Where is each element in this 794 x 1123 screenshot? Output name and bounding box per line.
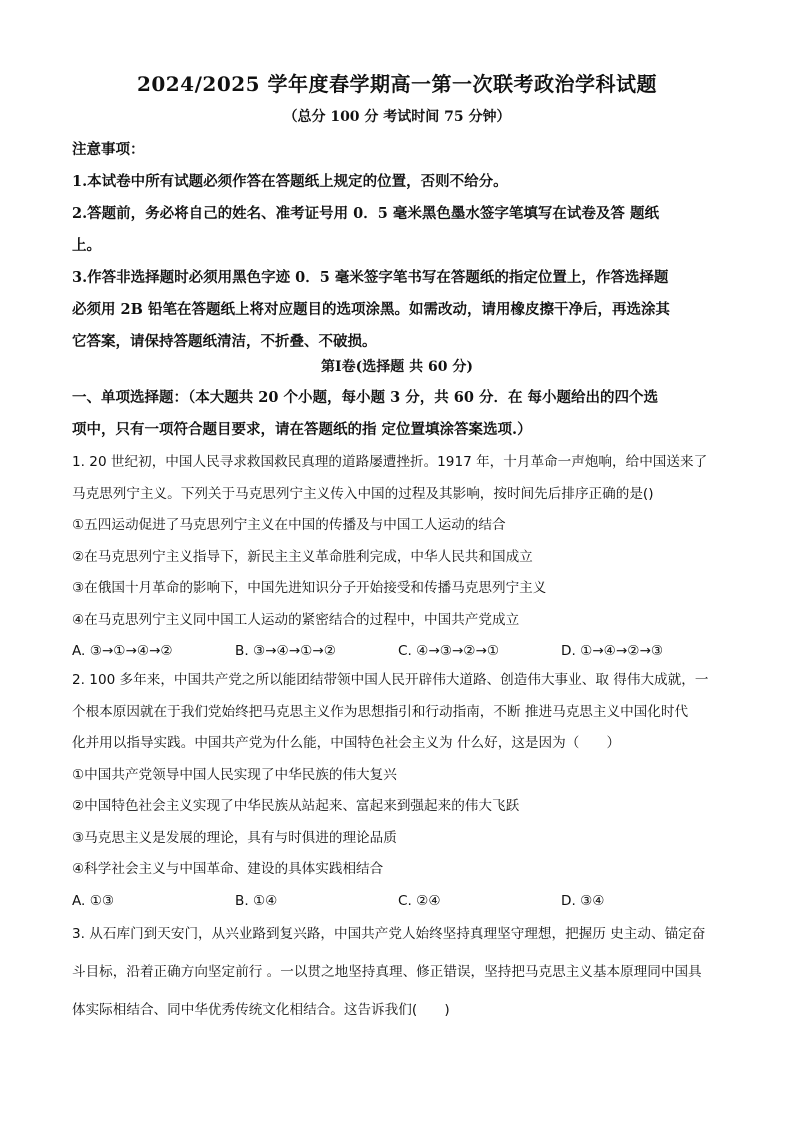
- part-line: 一、单项选择题：（本大题共 20 个小题，每小题 3 分，共 60 分．在 每小题给出的四个选: [72, 389, 659, 406]
- question-stem-line: 化并用以指导实践。中国共产党为什么能，中国特色社会主义为 什么好，这是因为（ ）: [72, 735, 621, 751]
- option-a: A. ③→①→④→②: [72, 643, 173, 659]
- question-stem-line: 体实际相结合、同中华优秀传统文化相结合。这告诉我们( ): [72, 1002, 450, 1018]
- question-item: ③在俄国十月革命的影响下，中国先进知识分子开始接受和传播马克思列宁主义: [72, 580, 547, 596]
- notice-line: 它答案，请保持答题纸清洁，不折叠、不破损。: [72, 333, 377, 350]
- part-instructions: [72, 382, 724, 446]
- question-item: ②中国特色社会主义实现了中华民族从站起来、富起来到强起来的伟大飞跃: [72, 798, 520, 814]
- question-1: [72, 447, 724, 668]
- question-item: ①五四运动促进了马克思列宁主义在中国的传播及与中国工人运动的结合: [72, 517, 506, 533]
- part-line: 项中，只有一项符合题目要求，请在答题纸的指 定位置填涂答案选项.）: [72, 421, 532, 438]
- notice-block: [72, 134, 724, 358]
- question-3: [72, 915, 724, 1029]
- option-b: B. ①④: [235, 892, 278, 909]
- exam-title: 2024/2025 学年度春学期高一第一次联考政治学科试题: [136, 72, 658, 96]
- question-stem-line: 马克思列宁主义。下列关于马克思列宁主义传入中国的过程及其影响，按时间先后排序正确的是(): [72, 485, 654, 502]
- question-stem-line: 个根本原因就在于我们党始终把马克思主义作为思想指引和行动指南，不断 推进马克思主义中国化时代: [72, 703, 689, 720]
- option-c: C. ②④: [398, 892, 441, 909]
- notice-line: 上。: [72, 237, 101, 254]
- notice-line: 1.本试卷中所有试题必须作答在答题纸上规定的位置，否则不给分。: [72, 173, 508, 190]
- answer-options: [72, 886, 724, 918]
- notice-line: 2.答题前，务必将自己的姓名、准考证号用 0．5 毫米黑色墨水签字笔填写在试卷及答 题纸: [72, 205, 659, 222]
- question-item: ③马克思主义是发展的理论，具有与时俱进的理论品质: [72, 829, 397, 846]
- question-stem-line: 1. 20 世纪初，中国人民寻求救国救民真理的道路屡遭挫折。1917 年，十月革命一声炮响，给中国送来了: [72, 454, 708, 470]
- option-d: D. ①→④→②→③: [561, 643, 664, 659]
- exam-subtitle: （总分 100 分 考试时间 75 分钟）: [283, 109, 511, 125]
- question-item: ②在马克思列宁主义指导下，新民主主义革命胜利完成，中华人民共和国成立: [72, 548, 533, 565]
- question-stem-line: 2. 100 多年来，中国共产党之所以能团结带领中国人民开辟伟大道路、创造伟大事业、取 得伟大成就，一: [72, 672, 709, 688]
- notice-line: 3.作答非选择题时必须用黑色字迹 0．5 毫米签字笔书写在答题纸的指定位置上，作答选择题: [72, 269, 669, 286]
- notice-line: 必须用 2B 铅笔在答题纸上将对应题目的选项涂黑。如需改动，请用橡皮擦干净后，再选涂其: [72, 301, 670, 318]
- question-item: ④科学社会主义与中国革命、建设的具体实践相结合: [72, 861, 384, 877]
- question-stem-line: 斗目标，沿着正确方向坚定前行 。一以贯之地坚持真理、修正错误，坚持把马克思主义基本原理同中国具: [72, 964, 702, 980]
- question-item: ①中国共产党领导中国人民实现了中华民族的伟大复兴: [72, 766, 397, 783]
- option-a: A. ①③: [72, 892, 115, 909]
- question-item: ④在马克思列宁主义同中国工人运动的紧密结合的过程中，中国共产党成立: [72, 611, 520, 628]
- answer-options: [72, 636, 724, 668]
- option-c: C. ④→③→②→①: [398, 643, 500, 659]
- notice-heading: 注意事项：: [72, 141, 145, 158]
- option-d: D. ③④: [561, 892, 605, 909]
- question-2: [72, 665, 724, 917]
- question-stem-line: 3. 从石库门到天安门，从兴业路到复兴路，中国共产党人始终坚持真理坚守理想，把握历 史主动、锚定奋: [72, 926, 706, 942]
- section-heading: 第Ⅰ卷(选择题 共 60 分): [321, 359, 473, 375]
- option-b: B. ③→④→①→②: [235, 643, 336, 659]
